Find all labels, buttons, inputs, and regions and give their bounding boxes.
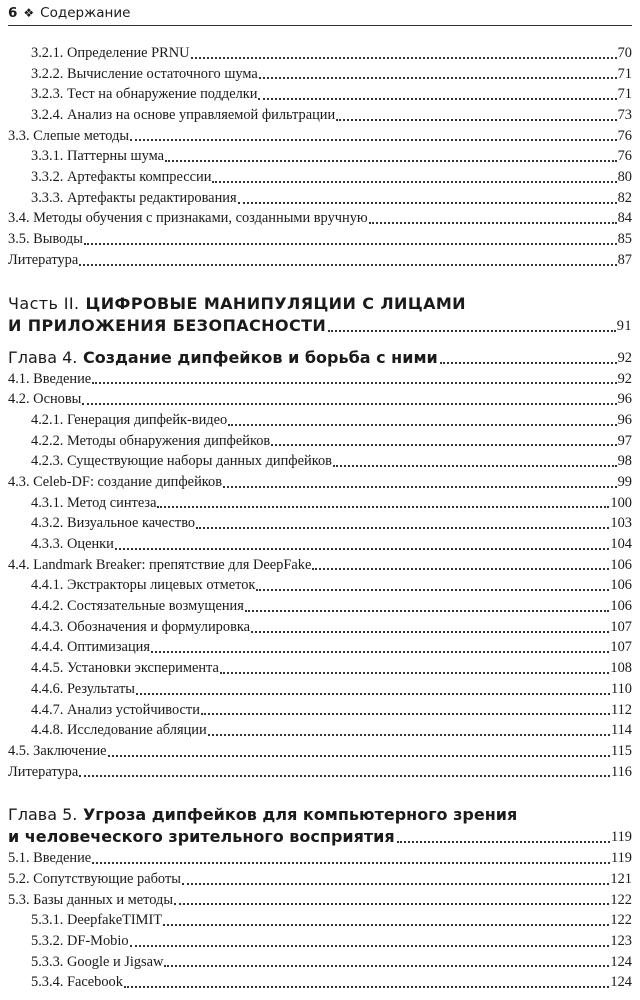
toc-entry-title: 5.3. Базы данных и методы (8, 891, 174, 908)
toc-entry[interactable] (8, 209, 632, 230)
toc-entry-title: 4.4.7. Анализ устойчивости (31, 701, 200, 718)
leader-dots (312, 568, 609, 570)
toc-entry[interactable] (8, 126, 632, 147)
toc-entry[interactable] (8, 741, 632, 762)
leader-dots (238, 202, 617, 204)
toc-entry-title: 5.2. Сопутствующие работы (8, 870, 181, 887)
toc-entry[interactable] (8, 43, 632, 64)
toc-entry-title: 4.3.2. Визуальное качество (31, 515, 196, 532)
toc-entry[interactable] (8, 890, 632, 911)
toc-entry-title: 3.2.3. Тест на обнаружение подделки (31, 86, 258, 103)
toc-entry-title: 3.3. Слепые методы (8, 127, 130, 144)
toc-entry-page: 92 (617, 370, 632, 387)
toc-entry-title: 3.3.3. Артефакты редактирования (31, 189, 237, 206)
leader-dots (336, 119, 616, 121)
part-label: Часть II. (8, 293, 80, 313)
part-heading[interactable] (8, 293, 632, 337)
toc-entry-page: 123 (610, 933, 632, 950)
toc-entry-title: 5.3.1. DeepfakeTIMIT (31, 912, 163, 929)
toc-group-chapter5 (8, 848, 632, 993)
leader-dots (130, 945, 610, 947)
leader-dots (92, 382, 616, 384)
toc-entry-page: 99 (617, 473, 632, 490)
toc-entry-page: 70 (617, 44, 632, 61)
leader-dots (397, 841, 610, 843)
toc-entry-title: 4.4.3. Обозначения и формулировка (31, 618, 251, 635)
leader-dots (165, 160, 617, 162)
toc-entry[interactable] (8, 431, 632, 452)
toc-entry[interactable] (8, 105, 632, 126)
toc-entry[interactable] (8, 720, 632, 741)
toc-entry-page: 122 (610, 891, 632, 908)
leader-dots (174, 903, 609, 905)
toc-entry-title: 4.4.5. Установки эксперимента (31, 660, 219, 677)
toc-entry[interactable] (8, 146, 632, 167)
running-title: Содержание (40, 5, 131, 21)
chapter4-title-text: Создание дипфейков и борьба с ними (82, 347, 438, 367)
leader-dots (333, 465, 617, 467)
toc-entry[interactable] (8, 369, 632, 390)
diamond-ornament-icon: ❖ (23, 6, 35, 20)
toc-entry[interactable] (8, 555, 632, 576)
toc-entry[interactable] (8, 451, 632, 472)
toc-entry-page: 119 (610, 850, 632, 867)
toc-entry-title: 3.2.1. Определение PRNU (31, 44, 190, 61)
toc-entry[interactable] (8, 575, 632, 596)
toc-entry-page: 104 (610, 536, 632, 553)
toc-entry[interactable] (8, 188, 632, 209)
leader-dots (79, 775, 610, 777)
toc-entry[interactable] (8, 617, 632, 638)
toc-entry[interactable] (8, 658, 632, 679)
toc-entry-page: 71 (617, 86, 632, 103)
toc-entry-page: 112 (610, 701, 632, 718)
toc-entry[interactable] (8, 679, 632, 700)
toc-entry-title: 4.5. Заключение (8, 742, 107, 759)
leader-dots (440, 362, 617, 364)
toc-entry[interactable] (8, 869, 632, 890)
toc-entry-title: 4.4.6. Результаты (31, 680, 135, 697)
toc-entry-page: 116 (610, 763, 632, 780)
toc-entry-title: 4.2. Основы (8, 391, 82, 408)
leader-dots (92, 862, 610, 864)
toc-entry-page: 103 (610, 515, 632, 532)
toc-entry-page: 71 (617, 65, 632, 82)
toc-entry-title: 3.4. Методы обучения с признаками, созданными вручную (8, 210, 368, 227)
toc-entry-page: 96 (617, 391, 632, 408)
chapter5-title-line1: Угроза дипфейков для компьютерного зрения (82, 805, 518, 825)
leader-dots (191, 57, 617, 59)
leader-dots (136, 693, 610, 695)
leader-dots (108, 755, 610, 757)
toc-entry-title: 5.3.2. DF-Mobio (31, 933, 129, 950)
toc-entry-title: 4.3.1. Метод синтеза (31, 494, 157, 511)
toc-entry-title: 4.2.3. Существующие наборы данных дипфейков (31, 453, 332, 470)
toc-entry-title: 4.4.1. Экстракторы лицевых отметок (31, 577, 256, 594)
leader-dots (124, 986, 609, 988)
toc-entry-page: 76 (617, 148, 632, 165)
toc-entry-page: 84 (617, 210, 632, 227)
leader-dots (79, 264, 616, 266)
toc-entry-title: 3.3.1. Паттерны шума (31, 148, 164, 165)
toc-entry-page: 97 (617, 432, 632, 449)
toc-entry-page: 107 (610, 618, 632, 635)
leader-dots (84, 243, 617, 245)
chapter5-title-line2: и человеческого зрительного восприятия (8, 827, 395, 847)
toc-entry-page: 100 (610, 494, 632, 511)
toc-entry-page: 107 (610, 639, 632, 656)
toc-entry[interactable] (8, 952, 632, 973)
leader-dots (182, 883, 610, 885)
leader-dots (256, 589, 609, 591)
toc-entry-title: 4.4. Landmark Breaker: препятствие для DeepFake (8, 556, 312, 573)
toc-entry-page: 87 (617, 251, 632, 268)
toc-entry-page: 98 (617, 453, 632, 470)
leader-dots (82, 403, 616, 405)
toc-entry-page: 106 (610, 577, 632, 594)
toc-entry-page: 121 (610, 870, 632, 887)
toc-entry-page: 82 (617, 189, 632, 206)
leader-dots (130, 139, 617, 141)
leader-dots (259, 77, 617, 79)
toc-entry[interactable] (8, 472, 632, 493)
part-title-line1: ЦИФРОВЫЕ МАНИПУЛЯЦИИ С ЛИЦАМИ (85, 293, 466, 313)
toc-entry-page: 85 (617, 231, 632, 248)
toc-entry-title: 5.1. Введение (8, 850, 92, 867)
leader-dots (201, 713, 610, 715)
leader-dots (151, 651, 609, 653)
toc-entry-page: 114 (610, 722, 632, 739)
toc-entry[interactable] (8, 534, 632, 555)
leader-dots (164, 965, 609, 967)
chapter5-label: Глава 5. (8, 805, 78, 825)
part-page: 91 (616, 317, 632, 334)
toc-entry[interactable] (8, 410, 632, 431)
toc-entry[interactable] (8, 638, 632, 659)
toc-entry-page: 124 (610, 953, 632, 970)
toc-entry[interactable] (8, 762, 632, 783)
toc-entry[interactable] (8, 64, 632, 85)
toc-entry-title: 4.2.1. Генерация дипфейк-видео (31, 411, 228, 428)
chapter4-title (8, 347, 438, 369)
toc-entry[interactable] (8, 848, 632, 869)
toc-entry[interactable] (8, 700, 632, 721)
toc-entry-page: 106 (610, 598, 632, 615)
leader-dots (196, 527, 609, 529)
leader-dots (258, 98, 616, 100)
toc-entry-page: 115 (610, 742, 632, 759)
chapter5-heading[interactable] (8, 804, 632, 848)
running-header (8, 2, 632, 24)
toc-entry[interactable] (8, 250, 632, 271)
toc-entry-title: 4.4.8. Исследование абляции (31, 722, 207, 739)
toc-entry[interactable] (8, 596, 632, 617)
chapter4-page: 92 (617, 349, 632, 366)
toc-entry-title: 3.3.2. Артефакты компрессии (31, 169, 212, 186)
leader-dots (163, 924, 609, 926)
table-of-contents (8, 43, 632, 993)
part-title-line2: И ПРИЛОЖЕНИЯ БЕЗОПАСНОСТИ (8, 315, 327, 335)
toc-entry[interactable] (8, 513, 632, 534)
toc-entry-title: 4.3.3. Оценки (31, 536, 114, 553)
header-rule (8, 25, 632, 26)
toc-group-chapter4 (8, 369, 632, 783)
toc-entry[interactable] (8, 84, 632, 105)
toc-entry[interactable] (8, 931, 632, 952)
toc-entry-title: Литература (8, 251, 79, 268)
toc-entry-title: 4.3. Celeb-DF: создание дипфейков (8, 473, 223, 490)
toc-entry[interactable] (8, 229, 632, 250)
toc-entry-page: 96 (617, 411, 632, 428)
page-number: 6 (8, 5, 18, 21)
toc-entry[interactable] (8, 167, 632, 188)
chapter4-label: Глава 4. (8, 347, 78, 367)
toc-entry-title: 5.3.3. Google и Jigsaw (31, 953, 164, 970)
leader-dots (212, 181, 616, 183)
toc-group-chapter3 (8, 43, 632, 271)
toc-entry-page: 110 (610, 680, 632, 697)
chapter5-page: 119 (610, 829, 632, 846)
toc-entry-title: 4.1. Введение (8, 370, 92, 387)
toc-entry-title: 4.2.2. Методы обнаружения дипфейков (31, 432, 271, 449)
leader-dots (328, 330, 616, 332)
leader-dots (228, 424, 616, 426)
toc-entry-title: 4.4.2. Состязательные возмущения (31, 598, 244, 615)
leader-dots (369, 222, 617, 224)
toc-entry[interactable] (8, 493, 632, 514)
leader-dots (223, 486, 617, 488)
leader-dots (220, 672, 610, 674)
toc-entry-page: 122 (610, 912, 632, 929)
toc-entry-page: 124 (610, 974, 632, 991)
leader-dots (245, 610, 610, 612)
toc-entry-page: 76 (617, 127, 632, 144)
toc-entry-page: 108 (610, 660, 632, 677)
toc-entry-title: 4.4.4. Оптимизация (31, 639, 150, 656)
leader-dots (157, 506, 609, 508)
toc-entry-page: 73 (617, 107, 632, 124)
toc-entry-title: 3.2.2. Вычисление остаточного шума (31, 65, 258, 82)
toc-entry-page: 106 (610, 556, 632, 573)
leader-dots (251, 631, 609, 633)
toc-entry-title: 5.3.4. Facebook (31, 974, 123, 991)
leader-dots (115, 548, 610, 550)
leader-dots (271, 444, 616, 446)
leader-dots (208, 734, 610, 736)
toc-entry[interactable] (8, 972, 632, 993)
chapter4-heading[interactable] (8, 347, 632, 369)
toc-entry-title: 3.5. Выводы (8, 231, 83, 248)
toc-entry[interactable] (8, 910, 632, 931)
toc-entry-page: 80 (617, 169, 632, 186)
toc-entry[interactable] (8, 389, 632, 410)
toc-entry-title: Литература (8, 763, 79, 780)
toc-entry-title: 3.2.4. Анализ на основе управляемой фильтрации (31, 107, 336, 124)
